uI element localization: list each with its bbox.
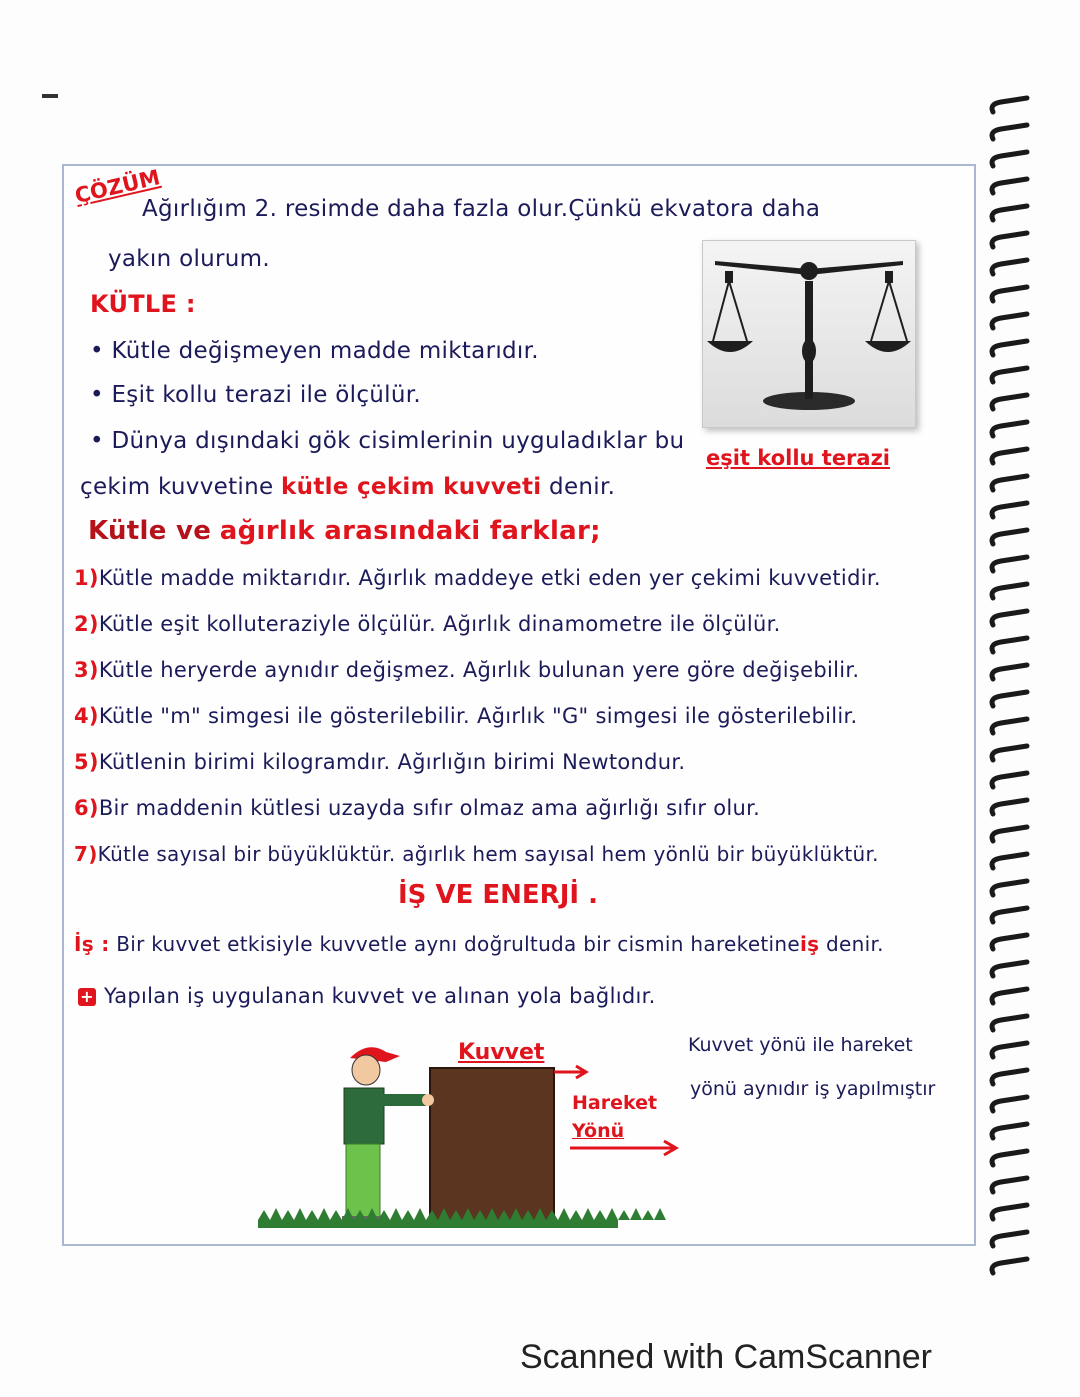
cekim-highlight: kütle çekim kuvveti (281, 474, 542, 500)
difference-number: 4) (74, 704, 99, 728)
binding-ring (992, 665, 1027, 679)
difference-text: Kütle "m" simgesi ile gösterilebilir. Ağırlık "G" simgesi ile gösterilebilir. (98, 704, 858, 728)
is-definition-text: Bir kuvvet etkisiyle kuvvetle aynı doğrultuda bir cismin hareketine (116, 932, 800, 956)
difference-text: Kütle eşit kolluteraziyle ölçülür. Ağırlık dinamometre ile ölçülür. (98, 612, 781, 636)
binding-ring (992, 773, 1027, 787)
spiral-binding (985, 90, 1035, 1290)
box-icon (430, 1068, 554, 1220)
binding-ring (992, 962, 1027, 976)
binding-ring (992, 395, 1027, 409)
camscanner-footer: Scanned with CamScanner (520, 1338, 933, 1376)
corner-mark (42, 94, 58, 98)
binding-ring (992, 179, 1027, 193)
balance-scale-icon (703, 241, 915, 427)
difference-text: Kütle madde miktarıdır. Ağırlık maddeye etki eden yer çekimi kuvvetidir. (98, 566, 881, 590)
binding-ring (992, 908, 1027, 922)
difference-number: 3) (74, 658, 99, 682)
cekim-prefix: çekim kuvvetine (80, 474, 274, 500)
cekim-line (80, 474, 615, 500)
difference-item-4 (74, 704, 858, 728)
binding-ring (992, 692, 1027, 706)
binding-ring (992, 1124, 1027, 1138)
binding-ring (992, 368, 1027, 382)
difference-text: Bir maddenin kütlesi uzayda sıfır olmaz ama ağırlığı sıfır olur. (98, 796, 761, 820)
binding-ring (992, 422, 1027, 436)
binding-ring (992, 827, 1027, 841)
motion-arrow-icon (570, 1141, 676, 1155)
binding-ring (992, 719, 1027, 733)
binding-ring (992, 1151, 1027, 1165)
difference-number: 6) (74, 796, 99, 820)
differences-heading-part2: ağırlık arasındaki farklar; (219, 516, 601, 546)
binding-ring (992, 314, 1027, 328)
difference-text: Kütle heryerde aynıdır değişmez. Ağırlık bulunan yere göre değişebilir. (98, 658, 860, 682)
kuvvet-label: Kuvvet (458, 1040, 545, 1065)
difference-item-5 (74, 750, 685, 774)
binding-ring (992, 1097, 1027, 1111)
scale-caption: eşit kollu terazi (706, 446, 891, 470)
binding-ring (992, 503, 1027, 517)
binding-ring (992, 233, 1027, 247)
kutle-bullet-1: • Kütle değişmeyen madde miktarıdır. (90, 338, 539, 364)
is-bullet-text: Yapılan iş uygulanan kuvvet ve alınan yola bağlıdır. (104, 984, 656, 1008)
difference-item-3 (74, 658, 859, 682)
binding-ring (992, 341, 1027, 355)
side-note-line-2: yönü aynıdır iş yapılmıştır (690, 1078, 936, 1100)
binding-ring (992, 1070, 1027, 1084)
difference-item-7 (74, 842, 879, 866)
binding-ring (992, 1232, 1027, 1246)
binding-ring (992, 1043, 1027, 1057)
force-arrow-icon (554, 1066, 586, 1078)
binding-ring (992, 746, 1027, 760)
binding-ring (992, 449, 1027, 463)
hareket-label: Hareket (572, 1092, 658, 1114)
is-highlight: iş (800, 932, 820, 956)
intro-line-1: Ağırlığım 2. resimde daha fazla olur.Çünkü ekvatora daha (142, 196, 821, 222)
binding-ring (992, 152, 1027, 166)
binding-ring (992, 611, 1027, 625)
binding-ring (992, 881, 1027, 895)
kutle-heading: KÜTLE : (90, 290, 196, 318)
binding-ring (992, 98, 1027, 112)
balance-scale-image (702, 240, 916, 428)
binding-ring (992, 854, 1027, 868)
binding-ring (992, 638, 1027, 652)
is-definition-suffix: denir. (826, 932, 884, 956)
difference-item-1 (74, 566, 881, 590)
binding-ring (992, 1178, 1027, 1192)
binding-ring (992, 287, 1027, 301)
cekim-suffix: denir. (549, 474, 616, 500)
binding-ring (992, 584, 1027, 598)
plus-icon: + (78, 988, 96, 1006)
binding-ring (992, 557, 1027, 571)
difference-number: 2) (74, 612, 99, 636)
yonu-label: Yönü (572, 1120, 625, 1142)
difference-item-6 (74, 796, 760, 820)
binding-ring (992, 1016, 1027, 1030)
section-title: ÇÖZÜM (72, 165, 163, 208)
differences-heading (88, 516, 601, 546)
is-enerji-heading: İŞ VE ENERJİ . (398, 880, 598, 910)
is-bullet (78, 984, 656, 1008)
binding-ring (992, 800, 1027, 814)
binding-ring (992, 1259, 1027, 1273)
binding-ring (992, 989, 1027, 1003)
difference-number: 1) (74, 566, 99, 590)
binding-ring (992, 1205, 1027, 1219)
difference-number: 5) (74, 750, 99, 774)
binding-ring (992, 935, 1027, 949)
person-icon (342, 1047, 434, 1224)
difference-number: 7) (74, 842, 98, 866)
kutle-bullet-2: • Eşit kollu terazi ile ölçülür. (90, 382, 421, 408)
binding-ring (992, 125, 1027, 139)
kutle-bullet-3: • Dünya dışındaki gök cisimlerinin uyguladıklar bu (90, 428, 685, 454)
binding-ring (992, 206, 1027, 220)
difference-text: Kütlenin birimi kilogramdır. Ağırlığın birimi Newtondur. (98, 750, 686, 774)
is-label: İş : (74, 932, 110, 956)
binding-ring (992, 530, 1027, 544)
side-note-line-1: Kuvvet yönü ile hareket (688, 1034, 913, 1056)
intro-line-2: yakın olurum. (108, 246, 270, 272)
binding-ring (992, 476, 1027, 490)
difference-item-2 (74, 612, 781, 636)
is-definition (74, 932, 884, 956)
difference-text: Kütle sayısal bir büyüklüktür. ağırlık hem sayısal hem yönlü bir büyüklüktür. (97, 842, 879, 866)
binding-ring (992, 260, 1027, 274)
differences-heading-part1: Kütle ve (88, 516, 212, 546)
